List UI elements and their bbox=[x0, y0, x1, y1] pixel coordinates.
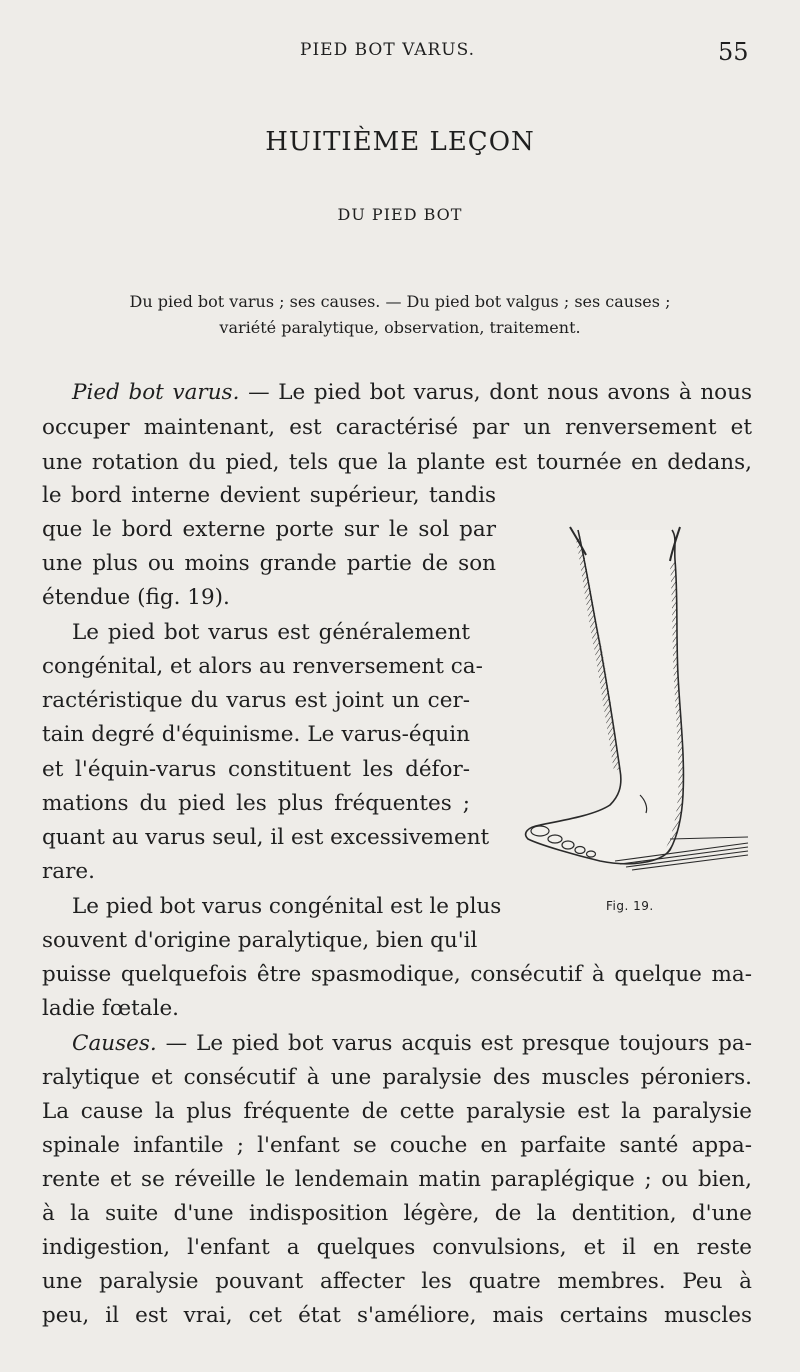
paragraph-line: étendue (fig. 19). bbox=[42, 585, 230, 610]
paragraph-line: et l'équin-varus constituent les défor- bbox=[42, 757, 470, 782]
chapter-summary-line: Du pied bot varus ; ses causes. — Du pied bot valgus ; ses causes ; bbox=[129, 292, 671, 311]
paragraph-line: Pied bot varus. — Le pied bot varus, dont nous avons à nous bbox=[72, 380, 752, 405]
paragraph-line: indigestion, l'enfant a quelques convulsions, et il en reste bbox=[42, 1235, 752, 1260]
paragraph-line: une rotation du pied, tels que la plante est tournée en dedans, bbox=[42, 450, 752, 475]
paragraph-line: congénital, et alors au renversement ca- bbox=[42, 654, 483, 679]
paragraph-line: souvent d'origine paralytique, bien qu'il bbox=[42, 928, 478, 953]
paragraph-line: mations du pied les plus fréquentes ; bbox=[42, 791, 470, 816]
paragraph-line: rare. bbox=[42, 859, 95, 884]
paragraph-line: le bord interne devient supérieur, tandis bbox=[42, 483, 496, 508]
paragraph-line: puisse quelquefois être spasmodique, consécutif à quelque ma- bbox=[42, 962, 752, 987]
paragraph-line: occuper maintenant, est caractérisé par un renversement et bbox=[42, 415, 752, 440]
paragraph-line: à la suite d'une indisposition légère, de la dentition, d'une bbox=[42, 1201, 752, 1226]
clubfoot-leg-engraving-icon bbox=[520, 525, 750, 875]
page-number: 55 bbox=[718, 38, 749, 66]
paragraph-line: spinale infantile ; l'enfant se couche en parfaite santé appa- bbox=[42, 1133, 752, 1158]
chapter-summary-line: variété paralytique, observation, traitement. bbox=[219, 318, 581, 337]
section-heading: Pied bot varus. bbox=[72, 380, 240, 405]
paragraph-line: peu, il est vrai, cet état s'améliore, mais certains muscles bbox=[42, 1303, 752, 1328]
paragraph-line: ralytique et consécutif à une paralysie des muscles péroniers. bbox=[42, 1065, 752, 1090]
chapter-subtitle: DU PIED BOT bbox=[337, 205, 463, 224]
paragraph-line: Causes. — Le pied bot varus acquis est presque toujours pa- bbox=[72, 1031, 752, 1056]
paragraph-line: Le pied bot varus est généralement bbox=[72, 620, 470, 645]
figure-caption: Fig. 19. bbox=[606, 899, 654, 913]
paragraph-line: Le pied bot varus congénital est le plus bbox=[72, 894, 502, 919]
paragraph-line: une plus ou moins grande partie de son bbox=[42, 551, 496, 576]
paragraph-line: ractéristique du varus est joint un cer- bbox=[42, 688, 470, 713]
paragraph-line: une paralysie pouvant affecter les quatre membres. Peu à bbox=[42, 1269, 752, 1294]
running-title: PIED BOT VARUS. bbox=[300, 40, 476, 60]
paragraph-line: que le bord externe porte sur le sol par bbox=[42, 517, 496, 542]
chapter-title: HUITIÈME LEÇON bbox=[265, 127, 535, 157]
paragraph-line: ladie fœtale. bbox=[42, 996, 179, 1021]
paragraph-line: tain degré d'équinisme. Le varus-équin bbox=[42, 722, 470, 747]
section-heading: Causes. bbox=[72, 1031, 157, 1056]
paragraph-line: quant au varus seul, il est excessivement bbox=[42, 825, 490, 850]
paragraph-line: rente et se réveille le lendemain matin paraplégique ; ou bien, bbox=[42, 1167, 752, 1192]
paragraph-line: La cause la plus fréquente de cette paralysie est la paralysie bbox=[42, 1099, 752, 1124]
